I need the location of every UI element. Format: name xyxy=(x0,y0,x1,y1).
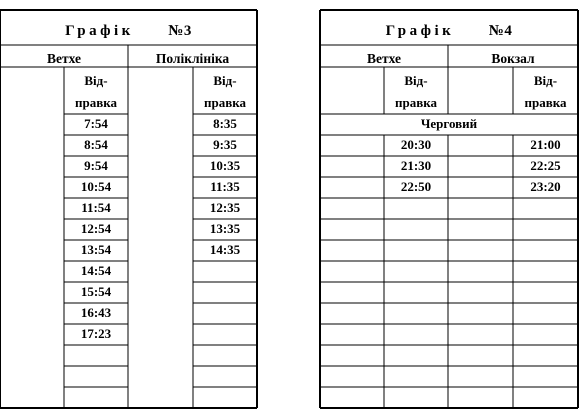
schedule-3-right-time-cell: 11:35 xyxy=(210,179,240,194)
schedule-3-title xyxy=(0,24,257,39)
schedule-3-left-time-cell: 11:54 xyxy=(81,200,111,215)
schedule-3-right-time-cell: 12:35 xyxy=(209,200,241,215)
schedule-4-left-time-cell: 22:50 xyxy=(400,179,432,194)
schedule-4-stop-right: Вокзал xyxy=(491,51,535,66)
schedule-3-right-dep-label-1: Від- xyxy=(213,73,237,88)
schedule-4-duty-label: Черговий xyxy=(420,116,478,131)
schedule-3-left-time-cell: 10:54 xyxy=(80,179,112,194)
schedule-3-left-time-cell: 7:54 xyxy=(84,116,108,131)
schedule-3-left-time-cell: 13:54 xyxy=(80,242,112,257)
schedule-4-left-dep-label-2: правка xyxy=(394,95,438,110)
schedule-3-right-time-cell: 8:35 xyxy=(213,116,237,131)
schedule-3-left-time-cell: 9:54 xyxy=(84,158,108,173)
schedule-3-left-time-cell: 12:54 xyxy=(80,221,112,236)
schedule-3-left-time-cell: 16:43 xyxy=(80,305,112,320)
schedule-3-stop-left: Ветхе xyxy=(46,51,82,66)
schedule-3-left-dep-label-2: правка xyxy=(74,95,118,110)
schedule-4-right-time-cell: 23:20 xyxy=(530,179,561,194)
schedule-4-title-number: №4 xyxy=(488,23,513,39)
schedule-4-title-word: Графік xyxy=(385,23,455,39)
schedule-3-left-time-cell: 14:54 xyxy=(80,263,112,278)
schedule-3-left-time-cell: 17:23 xyxy=(80,326,112,341)
schedule-3-right-time-cell: 14:35 xyxy=(209,242,241,257)
schedule-4-title xyxy=(320,24,578,39)
schedule-3-right-time-cell: 9:35 xyxy=(213,137,237,152)
schedule-4-left-time-cell: 20:30 xyxy=(400,137,432,152)
schedule-3-right-time-cell: 13:35 xyxy=(209,221,241,236)
schedule-3-left-dep-label-1: Від- xyxy=(84,73,108,88)
schedule-4-right-time-cell: 22:25 xyxy=(530,158,561,173)
schedule-3-right-time-cell: 10:35 xyxy=(209,158,241,173)
schedule-3-title-word: Графік xyxy=(65,23,134,39)
schedule-3-left-time-cell: 15:54 xyxy=(80,284,112,299)
schedule-4-left-time-cell: 21:30 xyxy=(400,158,432,173)
schedule-4-stop-left: Ветхе xyxy=(366,51,402,66)
schedule-3-left-time-cell: 8:54 xyxy=(84,137,108,152)
schedule-4-right-time-cell: 21:00 xyxy=(530,137,561,152)
schedule-3-title-number: №3 xyxy=(168,23,192,39)
schedule-3-right-dep-label-2: правка xyxy=(203,95,247,110)
schedule-4-right-dep-label-1: Від- xyxy=(533,73,558,88)
schedule-3-stop-right: Поліклініка xyxy=(155,51,230,66)
schedule-4-left-dep-label-1: Від- xyxy=(404,73,428,88)
schedule-4-right-dep-label-2: правка xyxy=(524,95,567,110)
